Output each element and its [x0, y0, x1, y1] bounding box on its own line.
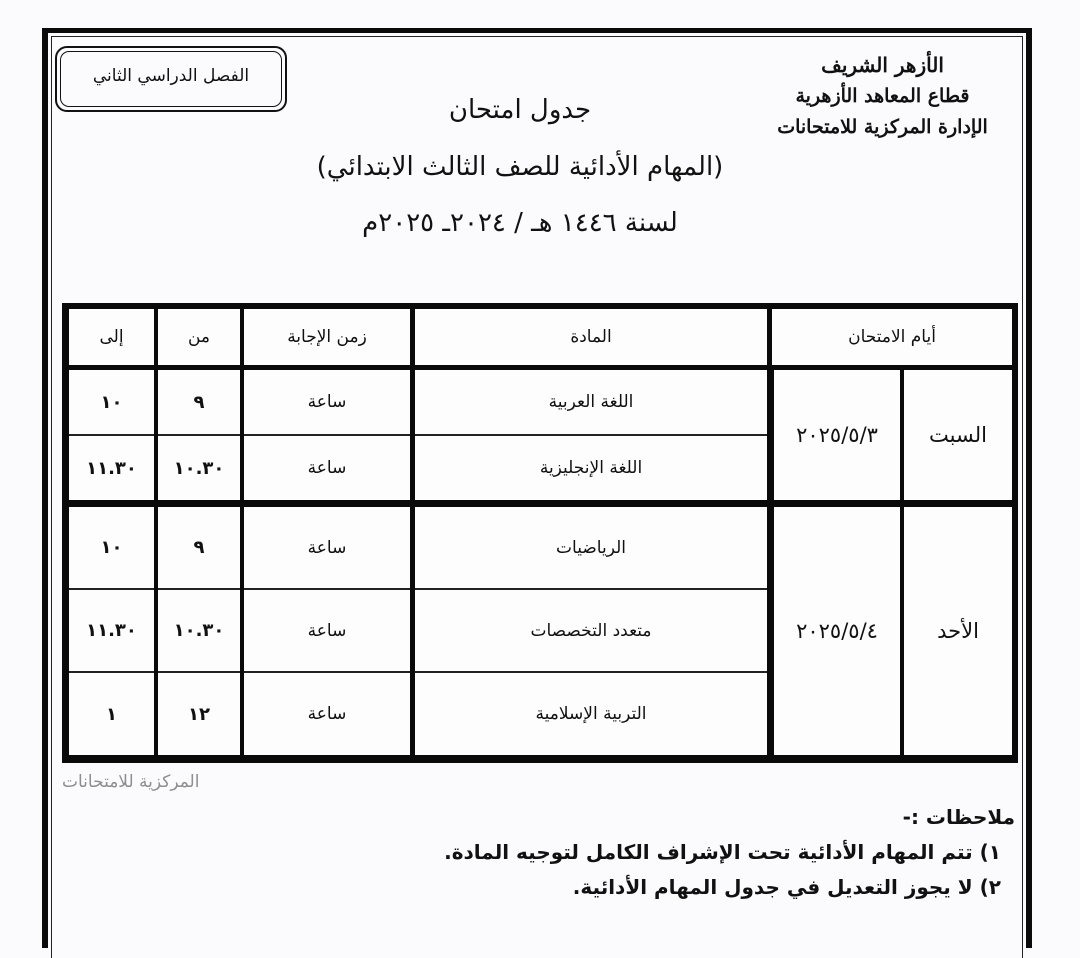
to-cell: ١١.٣٠: [69, 436, 154, 500]
academic-year: لسنة ١٤٤٦ هـ / ٢٠٢٤ـ ٢٠٢٥م: [362, 208, 678, 238]
date-saturday: ٢٠٢٥/٥/٣: [774, 370, 900, 500]
header-subject: المادة: [415, 309, 767, 365]
to-cell: ١٠: [69, 507, 154, 588]
subjects-sunday: [415, 507, 767, 755]
semester-label: الفصل الدراسي الثاني: [92, 66, 250, 86]
duration-sunday: [244, 507, 410, 755]
to-cell: ١١.٣٠: [69, 590, 154, 671]
from-cell: ١٢: [158, 673, 240, 755]
date-sunday: ٢٠٢٥/٥/٤: [774, 507, 900, 755]
header-from: من: [158, 309, 240, 365]
notes-section: [315, 800, 1015, 905]
duration-cell: ساعة: [244, 673, 410, 755]
document-subtitle: (المهام الأدائية للصف الثالث الابتدائي): [316, 152, 724, 182]
header-duration: زمن الإجابة: [244, 309, 410, 365]
to-sunday: [69, 507, 154, 755]
watermark-text: المركزية للامتحانات: [62, 772, 200, 792]
note-item-2: ٢) لا يجوز التعديل في جدول المهام الأدائية.: [572, 875, 1001, 899]
duration-cell: ساعة: [244, 507, 410, 588]
to-cell: ١: [69, 673, 154, 755]
from-cell: ١٠.٣٠: [158, 436, 240, 500]
subjects-saturday: [415, 370, 767, 500]
duration-saturday: [244, 370, 410, 500]
duration-cell: ساعة: [244, 436, 410, 500]
to-saturday: [69, 370, 154, 500]
duration-cell: ساعة: [244, 370, 410, 434]
subject-cell: التربية الإسلامية: [415, 673, 767, 755]
from-cell: ١٠.٣٠: [158, 590, 240, 671]
from-cell: ٩: [158, 507, 240, 588]
to-cell: ١٠: [69, 370, 154, 434]
day-sunday: الأحد: [904, 507, 1012, 755]
header-exam-days: أيام الامتحان: [772, 309, 1012, 365]
header-to: إلى: [69, 309, 154, 365]
note-item-1: ١) تتم المهام الأدائية تحت الإشراف الكامل لتوجيه المادة.: [444, 840, 1001, 864]
logo-line-2: قطاع المعاهد الأزهرية: [795, 85, 970, 107]
subject-cell: متعدد التخصصات: [415, 590, 767, 671]
exam-schedule-table: [62, 303, 1018, 763]
subject-cell: الرياضيات: [415, 507, 767, 588]
duration-cell: ساعة: [244, 590, 410, 671]
azhar-logo-text: [760, 50, 1005, 143]
logo-line-3: الإدارة المركزية للامتحانات: [777, 116, 988, 138]
semester-box: [55, 46, 287, 112]
from-saturday: [158, 370, 240, 500]
subject-cell: اللغة الإنجليزية: [415, 436, 767, 500]
logo-line-1: الأزهر الشريف: [821, 53, 944, 77]
from-cell: ٩: [158, 370, 240, 434]
document-title: جدول امتحان: [448, 95, 592, 125]
subject-cell: اللغة العربية: [415, 370, 767, 434]
notes-heading: ملاحظات :-: [902, 805, 1015, 829]
from-sunday: [158, 507, 240, 755]
day-saturday: السبت: [904, 370, 1012, 500]
